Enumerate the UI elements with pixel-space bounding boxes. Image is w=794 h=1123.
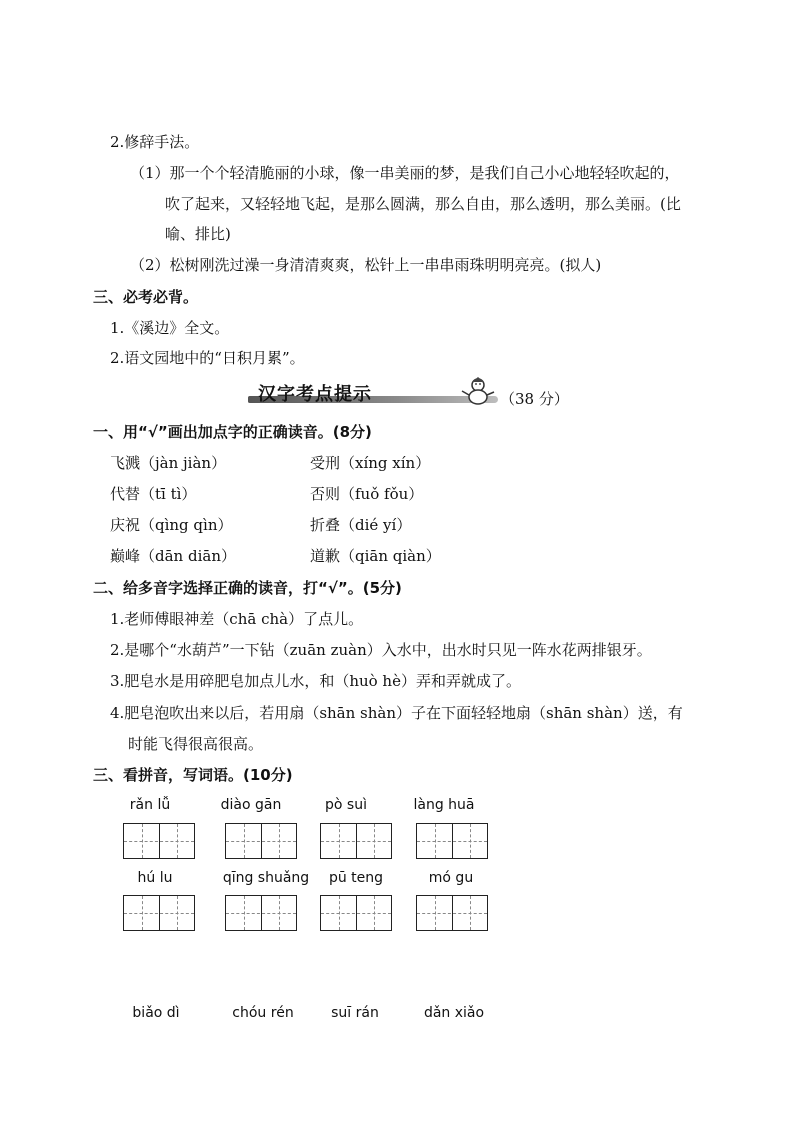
pinyin-label: mó gu [428,870,474,886]
pinyin-label: làng huā [413,797,475,813]
writing-grid[interactable] [123,895,195,931]
pinyin-label: pū teng [328,870,384,886]
banner-score: （38 分） [500,390,569,408]
q2-item-4-line-1: 4.肥皂泡吹出来以后，若用扇（shān shàn）子在下面轻轻地扇（shān shàn）送，有 [110,704,683,722]
pinyin-label: biǎo dì [132,1005,180,1021]
q2-item-2: 2.是哪个“水葫芦”一下钻（zuān zuàn）入水中，出水时只见一阵水花两排银牙。 [110,641,652,659]
q1-item: 飞溅（jàn jiàn） [110,454,227,472]
pinyin-label: pò suì [325,797,367,813]
q1-item: 否则（fuǒ fǒu） [310,485,424,503]
q1-item: 巅峰（dān diān） [110,547,236,565]
q1-heading: 一、用“√”画出加点字的正确读音。(8分) [93,423,372,441]
pinyin-label: dǎn xiǎo [423,1005,485,1021]
writing-grid[interactable] [225,823,297,859]
q1-item: 庆祝（qìng qìn） [110,516,233,534]
section-banner [248,376,508,410]
rhetoric-heading: 2.修辞手法。 [110,133,200,151]
q1-item: 代替（tī tì） [110,485,197,503]
writing-grid[interactable] [320,895,392,931]
writing-grid[interactable] [123,823,195,859]
recite-item-1: 1.《溪边》全文。 [110,319,230,337]
q1-item: 受刑（xíng xín） [310,454,431,472]
writing-grid[interactable] [225,895,297,931]
rhetoric-item-2: （2）松树刚洗过澡一身清清爽爽，松针上一串串雨珠明明亮亮。(拟人) [130,256,602,274]
rhetoric-item-1-line-1: （1）那一个个轻清脆丽的小球，像一串美丽的梦，是我们自己小心地轻轻吹起的， [130,164,680,182]
rhetoric-item-1-line-3: 喻、排比) [165,225,231,243]
q2-item-1: 1.老师傅眼神差（chā chà）了点儿。 [110,610,364,628]
writing-grid[interactable] [416,895,488,931]
pinyin-label: diào gān [220,797,282,813]
writing-grid[interactable] [416,823,488,859]
recite-heading: 三、必考必背。 [93,288,199,306]
pinyin-label: qīng shuǎng [222,870,310,886]
pinyin-label: hú lu [137,870,173,886]
q2-item-4-line-2: 时能飞得很高很高。 [128,735,264,753]
q1-item: 道歉（qiān qiàn） [310,547,441,565]
q1-item: 折叠（dié yí） [310,516,412,534]
snowman-icon [460,376,496,406]
q2-heading: 二、给多音字选择正确的读音，打“√”。(5分) [93,579,402,597]
pinyin-label: chóu rén [232,1005,294,1021]
pinyin-label: rǎn lǚ [129,797,171,813]
banner-title: 汉字考点提示 [258,384,372,405]
recite-item-2: 2.语文园地中的“日积月累”。 [110,349,305,367]
writing-grid[interactable] [320,823,392,859]
q2-item-3: 3.肥皂水是用碎肥皂加点儿水，和（huò hè）弄和弄就成了。 [110,672,521,690]
q3-heading: 三、看拼音，写词语。(10分) [93,766,293,784]
pinyin-label: suī rán [331,1005,379,1021]
rhetoric-item-1-line-2: 吹了起来，又轻轻地飞起，是那么圆满，那么自由，那么透明，那么美丽。(比 [165,195,681,213]
